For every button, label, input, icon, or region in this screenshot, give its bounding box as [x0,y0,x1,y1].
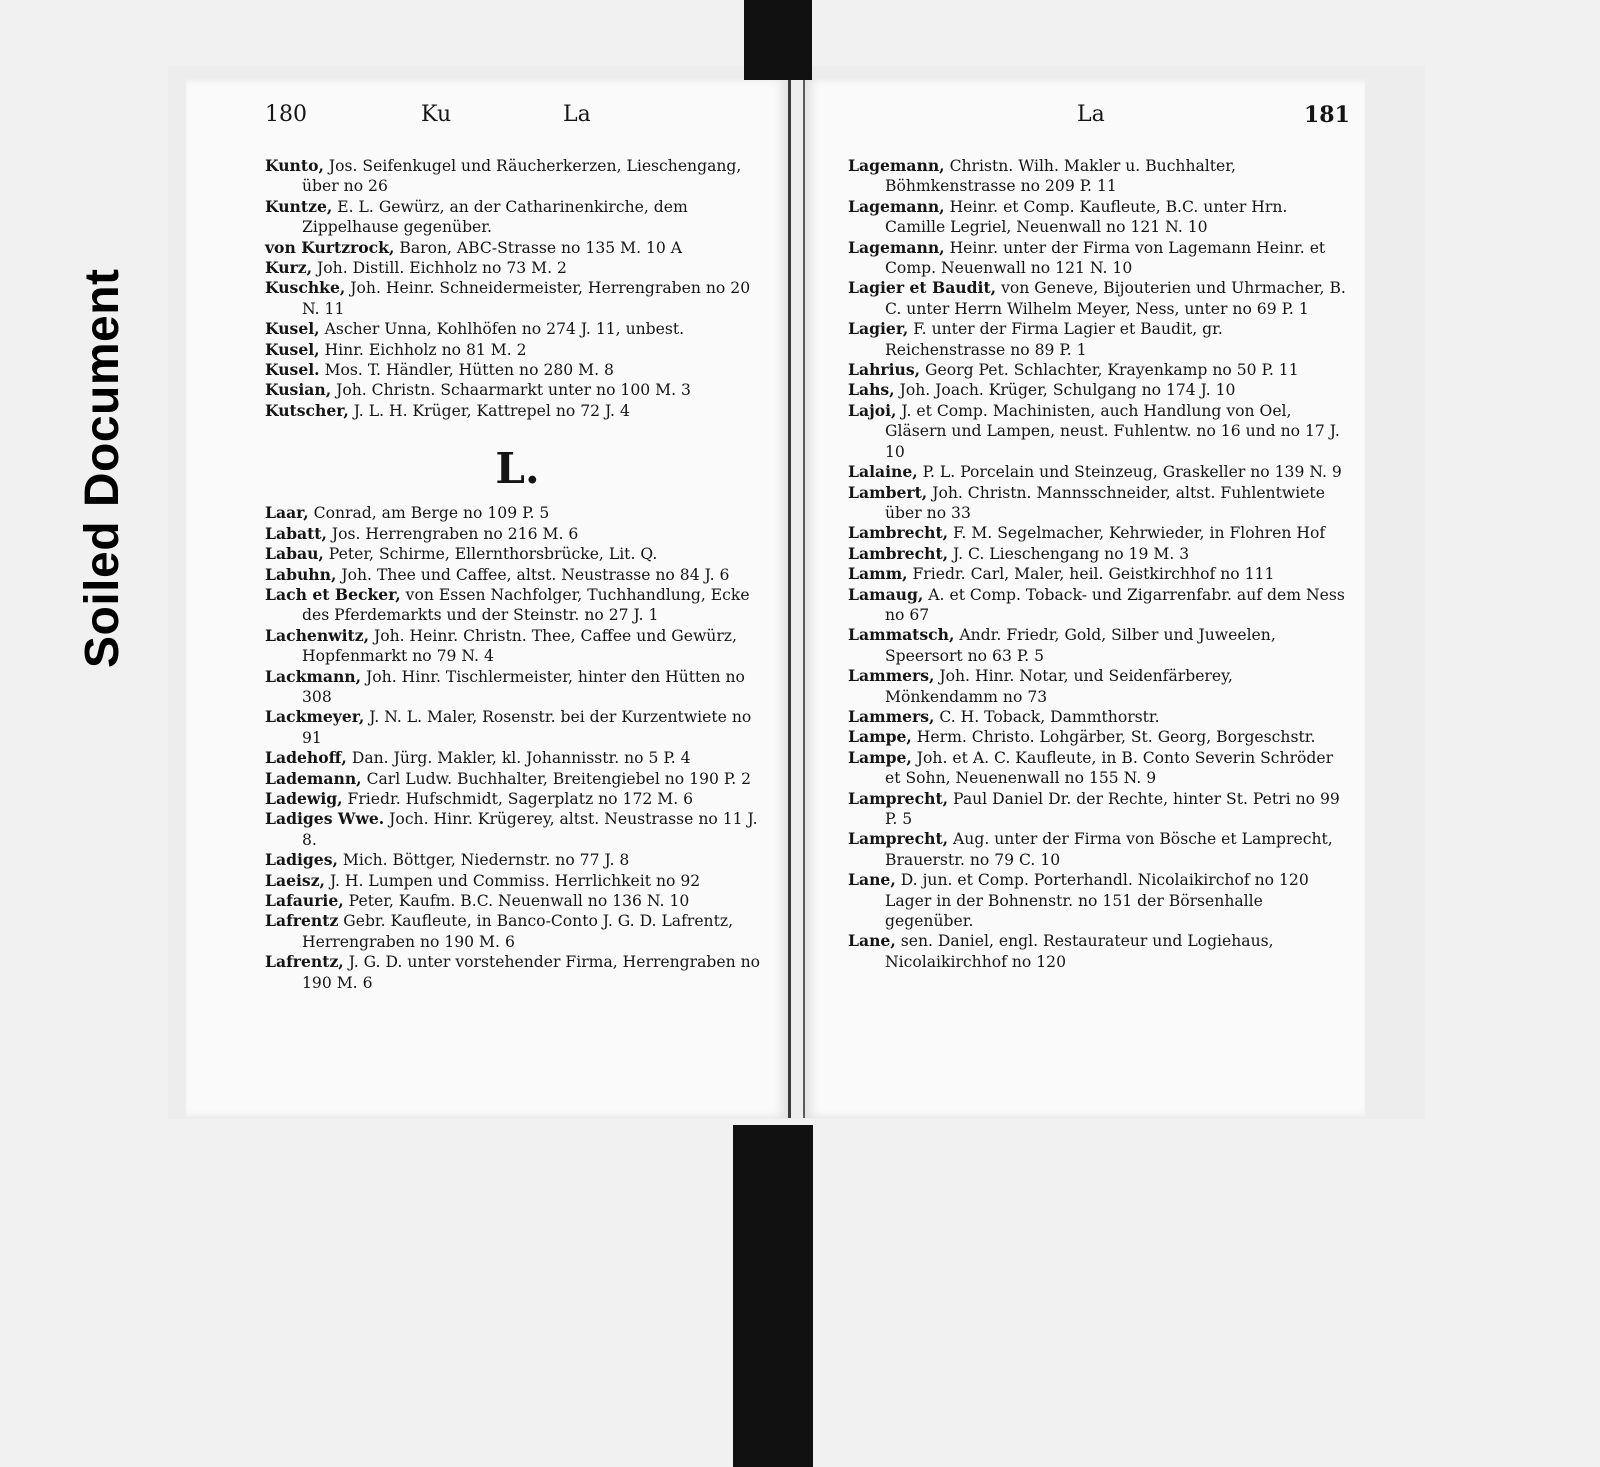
entry-name: Ladiges Wwe. [265,809,385,829]
entry-details: Ascher Unna, Kohlhöfen no 274 J. 11, unbest. [319,320,685,339]
entry-name: von Kurtzrock, [265,237,395,257]
left-page-entries [265,156,770,993]
entry-name: Kutscher, [265,400,349,420]
right-header-la: La [1077,102,1105,127]
entry-details: Mich. Böttger, Niedernstr. no 77 J. 8 [337,851,630,870]
directory-entry [265,197,770,238]
directory-entry [265,360,770,380]
entry-details: Joh. Distill. Eichholz no 73 M. 2 [312,259,567,278]
entry-details: Joh. Heinr. Christn. Thee, Caffee und Gewürz, Hopfenmarkt no 79 N. 4 [302,626,737,666]
section-letter-l: L. [495,444,540,494]
right-page-entries [848,156,1348,972]
entry-details: von Essen Nachfolger, Tuchhandlung, Ecke des Pferdemarkts und der Steinstr. no 27 J. 1 [302,585,750,625]
entry-details: Peter, Kaufm. B.C. Neuenwall no 136 N. 10 [343,892,690,910]
directory-entry [848,789,1348,830]
directory-entry [265,340,770,360]
directory-entry [265,380,770,400]
entry-name: Lambrecht, [848,543,949,563]
entry-name: Lammers, [848,706,935,726]
entry-name: Lagemann, [848,156,945,175]
directory-entry [265,565,770,585]
directory-entry [848,666,1348,707]
entry-name: Lamm, [848,564,908,584]
directory-entry [265,952,770,993]
entry-name: Lafaurie, [265,891,344,910]
entry-details: P. L. Porcelain und Steinzeug, Graskeller no 139 N. 9 [917,463,1342,482]
directory-entry [848,401,1348,462]
page-number-180: 180 [265,102,307,127]
entry-name: Lamaug, [848,584,924,604]
entry-details: Joh. et A. C. Kaufleute, in B. Conto Severin Schröder et Sohn, Neuenenwall no 155 N. 9 [885,748,1334,788]
entry-details: Mos. T. Händler, Hütten no 280 M. 8 [319,361,614,380]
directory-entry [848,360,1348,380]
entry-name: Lagemann, [848,196,945,216]
entry-name: Lafrentz [265,911,339,931]
entry-name: Kurz, [265,258,313,278]
entry-name: Lammatsch, [848,625,955,645]
entry-name: Lahs, [848,380,895,400]
directory-entry [848,585,1348,626]
directory-entry [265,401,770,421]
directory-entry [265,238,770,258]
directory-entry [265,156,770,197]
entry-name: Labatt, [265,523,327,543]
entry-name: Lagier et Baudit, [848,278,997,298]
entry-name: Lachenwitz, [265,625,369,645]
directory-entry [265,748,770,768]
page-number-181: 181 [1304,102,1350,128]
soiled-document-label: Soiled Document [76,268,129,668]
entries-la-left [265,503,770,993]
directory-entry [848,462,1348,482]
entry-name: Lackmeyer, [265,707,365,727]
directory-entry [265,809,770,850]
entry-details: Joh. Heinr. Schneidermeister, Herrengraben no 20 N. 11 [302,279,751,318]
left-page [186,78,791,1118]
directory-entry [265,524,770,544]
entry-name: Lambert, [848,482,928,502]
directory-entry [848,829,1348,870]
entry-name: Laar, [265,503,309,523]
directory-entry [848,544,1348,564]
entry-details: Jos. Seifenkugel und Räucherkerzen, Lieschengang, über no 26 [302,157,742,196]
entry-details: Heinr. unter der Firma von Lagemann Heinr. et Comp. Neuenwall no 121 N. 10 [885,238,1326,278]
directory-entry [265,319,770,339]
entry-details: C. H. Toback, Dammthorstr. [934,707,1160,726]
directory-entry [265,626,770,667]
directory-entry [265,278,770,319]
entry-details: Dan. Jürg. Makler, kl. Johannisstr. no 5 P. 4 [346,749,691,768]
entry-details: Friedr. Hufschmidt, Sagerplatz no 172 M. 6 [342,789,694,808]
entry-details: Conrad, am Berge no 109 P. 5 [308,504,550,523]
entry-details: Joh. Hinr. Notar, und Seidenfärberey, Mönkendamm no 73 [885,667,1233,706]
directory-entry [848,625,1348,666]
entry-details: F. M. Segelmacher, Kehrwieder, in Flohren Hof [948,524,1326,543]
directory-entry [265,544,770,564]
directory-entry [848,931,1348,972]
entry-details: Joh. Thee und Caffee, altst. Neustrasse no 84 J. 6 [336,565,730,584]
directory-entry [265,911,770,952]
entry-name: Lagier, [848,319,909,339]
directory-entry [265,891,770,911]
entry-name: Lafrentz, [265,952,344,972]
directory-entry [265,585,770,626]
entry-name: Lane, [848,931,896,951]
entry-name: Kusel, [265,319,320,339]
right-page [803,78,1365,1118]
entry-name: Kuntze, [265,196,333,216]
entry-details: J. L. H. Krüger, Kattrepel no 72 J. 4 [348,401,630,420]
directory-entry [265,789,770,809]
directory-entry [265,850,770,870]
entry-name: Lampe, [848,727,912,747]
entry-name: Lammers, [848,666,935,686]
entry-name: Lademann, [265,768,362,788]
entry-details: von Geneve, Bijouterien und Uhrmacher, B. C. unter Herrn Wilhelm Meyer, Ness, unter no 69 P. 1 [885,279,1346,318]
entry-name: Labuhn, [265,564,337,584]
entry-name: Kusel. [265,360,320,380]
directory-entry [848,380,1348,400]
entry-details: Peter, Schirme, Ellernthorsbrücke, Lit. Q. [323,545,658,564]
entry-details: Paul Daniel Dr. der Rechte, hinter St. Petri no 99 P. 5 [885,789,1340,828]
directory-entry [848,483,1348,524]
entry-details: Andr. Friedr, Gold, Silber und Juweelen, Speersort no 63 P. 5 [885,626,1276,665]
entry-name: Lalaine, [848,462,918,482]
entry-name: Ladewig, [265,788,343,808]
directory-entry [848,238,1348,279]
entry-details: Aug. unter der Firma von Bösche et Lamprecht, Brauerstr. no 79 C. 10 [885,830,1333,869]
directory-entry [848,870,1348,931]
entry-details: sen. Daniel, engl. Restaurateur und Logiehaus, Nicolaikirchhof no 120 [885,932,1274,971]
entry-details: J. G. D. unter vorstehender Firma, Herrengraben no 190 M. 6 [302,953,761,992]
entry-name: Lamprecht, [848,788,949,808]
directory-entry [265,871,770,891]
entry-name: Lampe, [848,747,912,767]
entry-name: Lackmann, [265,666,362,686]
entry-details: Heinr. et Comp. Kaufleute, B.C. unter Hrn. Camille Legriel, Neuenwall no 121 N. 10 [885,197,1288,237]
entry-details: Joh. Christn. Mannsschneider, altst. Fuhlentwiete über no 33 [885,483,1325,522]
entry-details: Carl Ludw. Buchhalter, Breitengiebel no 190 P. 2 [361,769,752,788]
directory-entry [848,278,1348,319]
directory-entry [848,564,1348,584]
entry-details: Hinr. Eichholz no 81 M. 2 [319,340,527,359]
entry-details: J. N. L. Maler, Rosenstr. bei der Kurzentwiete no 91 [302,708,752,747]
entry-details: D. jun. et Comp. Porterhandl. Nicolaikirchof no 120 Lager in der Bohnenstr. no 151 der Börsenhalle gegenüber. [885,871,1309,931]
entry-details: Joh. Christn. Schaarmarkt unter no 100 M. 3 [331,381,691,400]
entry-name: Kusian, [265,380,332,400]
directory-entry [848,748,1348,789]
entry-details: J. C. Lieschengang no 19 M. 3 [948,544,1190,563]
left-header-la: La [563,102,591,127]
entry-details: Georg Pet. Schlachter, Krayenkamp no 50 P. 11 [920,361,1299,380]
entry-details: Joh. Hinr. Tischlermeister, hinter den Hütten no 308 [302,667,745,706]
entry-name: Kunto, [265,156,324,175]
directory-entry [265,667,770,708]
entry-details: F. unter der Firma Lagier et Baudit, gr. Reichenstrasse no 89 P. 1 [885,320,1223,359]
entry-name: Lagemann, [848,237,945,257]
entry-details: J. H. Lumpen und Commiss. Herrlichkeit no 92 [324,871,701,890]
entry-name: Kusel, [265,339,320,359]
entry-details: J. et Comp. Machinisten, auch Handlung von Oel, Gläsern und Lampen, neust. Fuhlentw. no 16 und no 17 J. 10 [885,401,1340,461]
entry-name: Ladiges, [265,850,338,870]
entry-name: Lane, [848,870,896,890]
entry-name: Ladehoff, [265,748,347,768]
entry-name: Lahrius, [848,360,921,380]
entry-name: Lach et Becker, [265,584,401,604]
directory-entry [265,503,770,523]
directory-entry [848,727,1348,747]
entry-details: Jos. Herrengraben no 216 M. 6 [326,524,579,543]
entry-name: Labau, [265,544,324,564]
directory-entry [848,523,1348,543]
entry-name: Lamprecht, [848,829,949,849]
entry-name: Lambrecht, [848,523,949,543]
entry-name: Laeisz, [265,870,325,890]
entry-name: Lajoi, [848,400,897,420]
directory-entry [848,156,1348,197]
left-header-ku: Ku [421,102,452,127]
entry-details: Herm. Christo. Lohgärber, St. Georg, Borgeschstr. [911,728,1316,747]
entries-ku [265,156,770,421]
directory-entry [265,707,770,748]
binding-strip-top [744,0,812,80]
entry-name: Kuschke, [265,278,346,298]
directory-entry [265,258,770,278]
entry-details: Baron, ABC-Strasse no 135 M. 10 A [394,238,683,257]
entries-la-right [848,156,1348,972]
entry-details: Joch. Hinr. Krügerey, altst. Neustrasse no 11 J. 8. [302,810,758,849]
entry-details: Friedr. Carl, Maler, heil. Geistkirchhof no 111 [907,565,1275,584]
directory-entry [265,769,770,789]
binding-strip-bottom [733,1125,813,1467]
entry-details: Gebr. Kaufleute, in Banco-Conto J. G. D. Lafrentz, Herrengraben no 190 M. 6 [302,912,734,951]
entry-details: E. L. Gewürz, an der Catharinenkirche, dem Zippelhause gegenüber. [302,197,688,237]
directory-entry [848,197,1348,238]
entry-details: A. et Comp. Toback- und Zigarrenfabr. auf dem Ness no 67 [885,585,1345,624]
entry-details: Joh. Joach. Krüger, Schulgang no 174 J. 10 [894,381,1236,400]
directory-entry [848,707,1348,727]
entry-details: Christn. Wilh. Makler u. Buchhalter, Böhmkenstrasse no 209 P. 11 [885,157,1236,196]
directory-entry [848,319,1348,360]
